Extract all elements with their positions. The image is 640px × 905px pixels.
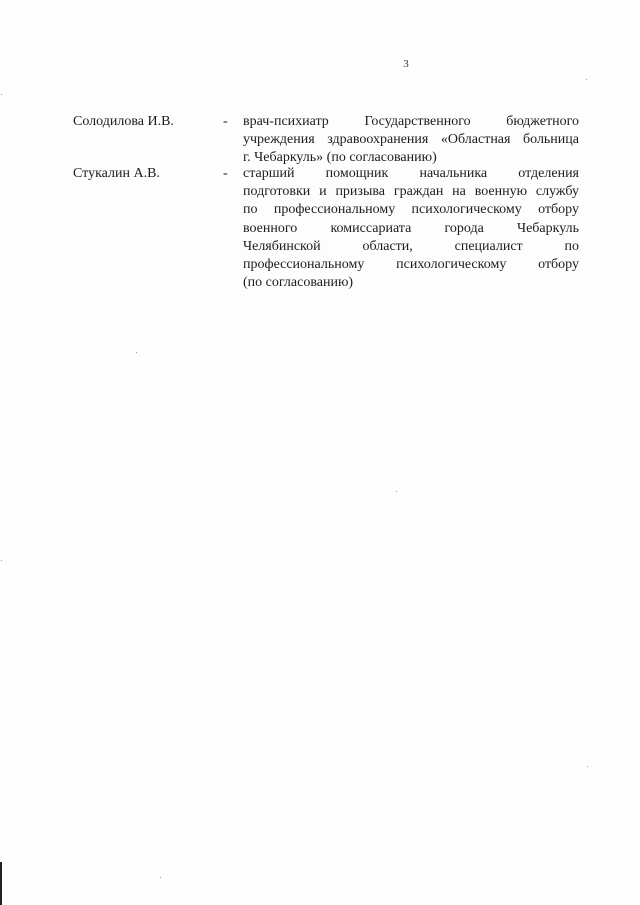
scan-speck xyxy=(136,352,137,353)
page-number: 3 xyxy=(403,58,409,70)
position-line: г. Чебаркуль» (по согласованию) xyxy=(243,150,437,166)
member-position xyxy=(243,165,579,292)
member-name: Солодилова И.В. xyxy=(73,114,174,129)
member-name: Стукалин А.В. xyxy=(73,166,160,181)
scan-speck xyxy=(586,79,587,80)
position-line: профессиональному психологическому отбору xyxy=(243,257,579,273)
position-line: по профессиональному психологическому отбору xyxy=(243,202,579,218)
scan-speck xyxy=(1,560,2,561)
position-line: учреждения здравоохранения «Областная больница xyxy=(243,132,579,148)
position-line: врач-психиатр Государственного бюджетного xyxy=(243,114,579,129)
position-line: Челябинской области, специалист по xyxy=(243,238,579,254)
position-line: подготовки и призыва граждан на военную службу xyxy=(243,184,579,200)
scan-edge-mark xyxy=(0,862,2,905)
scan-speck xyxy=(1,94,2,95)
scan-speck xyxy=(396,491,397,492)
entry-dash: - xyxy=(223,114,228,129)
member-position xyxy=(243,113,579,168)
position-line: (по согласованию) xyxy=(243,275,354,291)
position-line: старший помощник начальника отделения xyxy=(243,166,579,181)
position-line: военного комиссариата города Чебаркуль xyxy=(243,220,579,236)
scan-speck xyxy=(160,877,161,878)
entry-dash: - xyxy=(223,166,228,181)
scan-speck xyxy=(587,766,588,767)
